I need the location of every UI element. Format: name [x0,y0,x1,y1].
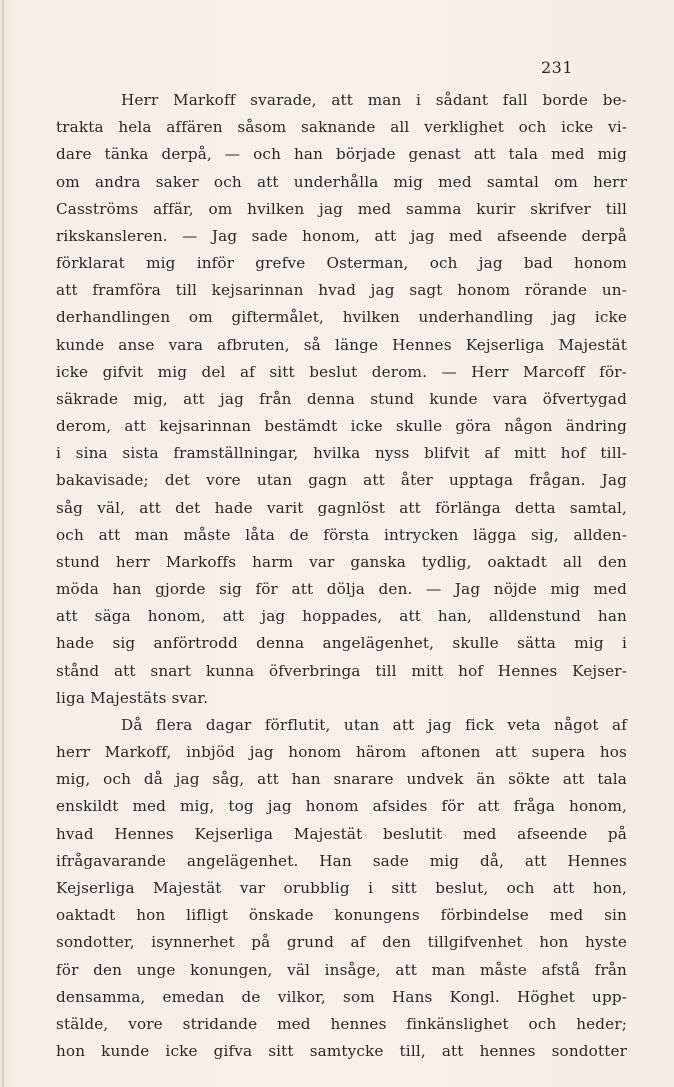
text-line: mig, och då jag såg, att han snarare undvek än sökte att tala [56,770,627,789]
text-line: hvad Hennes Kejserliga Majestät beslutit med afseende på [56,824,627,843]
text-line: såg väl, att det hade varit gagnlöst att förlänga detta samtal, [56,498,627,517]
text-line: i sina sista framställningar, hvilka nyss blifvit af mitt hof till- [56,444,627,463]
text-line: derhandlingen om giftermålet, hvilken underhandling jag icke [56,308,627,327]
text-line: Kejserliga Majestät var orubblig i sitt beslut, och att hon, [56,878,627,897]
text-line: hon kunde icke gifva sitt samtycke till, att hennes sondotter [56,1042,627,1061]
text-line: stälde, vore stridande med hennes finkänslighet och heder; [56,1014,627,1033]
text-line: bakavisade; det vore utan gagn att åter upptaga frågan. Jag [56,471,627,490]
text-line: sondotter, isynnerhet på grund af den tillgifvenhet hon hyste [56,933,627,952]
text-line: liga Majestäts svar. [56,688,209,707]
text-line: icke gifvit mig del af sitt beslut derom. — Herr Marcoff för- [56,362,627,381]
text-line: ifrågavarande angelägenhet. Han sade mig då, att Hennes [56,851,627,870]
body-text [56,87,627,1065]
text-line: hade sig anförtrodd denna angelägenhet, skulle sätta mig i [56,634,627,653]
text-line: trakta hela affären såsom saknande all verklighet och icke vi- [56,118,627,137]
text-line: Då flera dagar förflutit, utan att jag fick veta något af [121,715,627,734]
text-line: säkrade mig, att jag från denna stund kunde vara öfvertygad [56,389,627,408]
text-line: derom, att kejsarinnan bestämdt icke skulle göra någon ändring [56,417,627,436]
text-line: för den unge konungen, väl insåge, att man måste afstå från [56,960,627,979]
page-gutter-line [2,0,4,1087]
text-line: kunde anse vara afbruten, så länge Hennes Kejserliga Majestät [56,335,627,354]
text-line: förklarat mig inför grefve Osterman, och jag bad honom [56,254,627,273]
text-line: stånd att snart kunna öfverbringa till mitt hof Hennes Kejser- [56,661,627,680]
page-number: 231 [540,58,573,77]
text-line: densamma, emedan de vilkor, som Hans Kongl. Höghet upp- [56,987,627,1006]
text-line: Casströms affär, om hvilken jag med samma kurir skrifver till [56,199,627,218]
text-line: stund herr Markoffs harm var ganska tydlig, oaktadt all den [56,552,627,571]
text-line: Herr Markoff svarade, att man i sådant fall borde be- [121,91,627,109]
text-line: att säga honom, att jag hoppades, att han, alldenstund han [56,607,627,626]
text-line: rikskansleren. — Jag sade honom, att jag med afseende derpå [56,226,627,245]
text-line: enskildt med mig, tog jag honom afsides för att fråga honom, [56,797,627,816]
text-line: oaktadt hon lifligt önskade konungens förbindelse med sin [56,906,627,925]
text-line: möda han gjorde sig för att dölja den. — Jag nöjde mig med [56,580,627,599]
text-line: och att man måste låta de första intrycken lägga sig, allden- [56,525,627,544]
text-line: att framföra till kejsarinnan hvad jag sagt honom rörande un- [56,281,627,300]
text-line: om andra saker och att underhålla mig med samtal om herr [56,172,627,191]
text-line: herr Markoff, inbjöd jag honom härom aftonen att supera hos [56,743,627,762]
text-line: dare tänka derpå, — och han började genast att tala med mig [56,145,627,164]
